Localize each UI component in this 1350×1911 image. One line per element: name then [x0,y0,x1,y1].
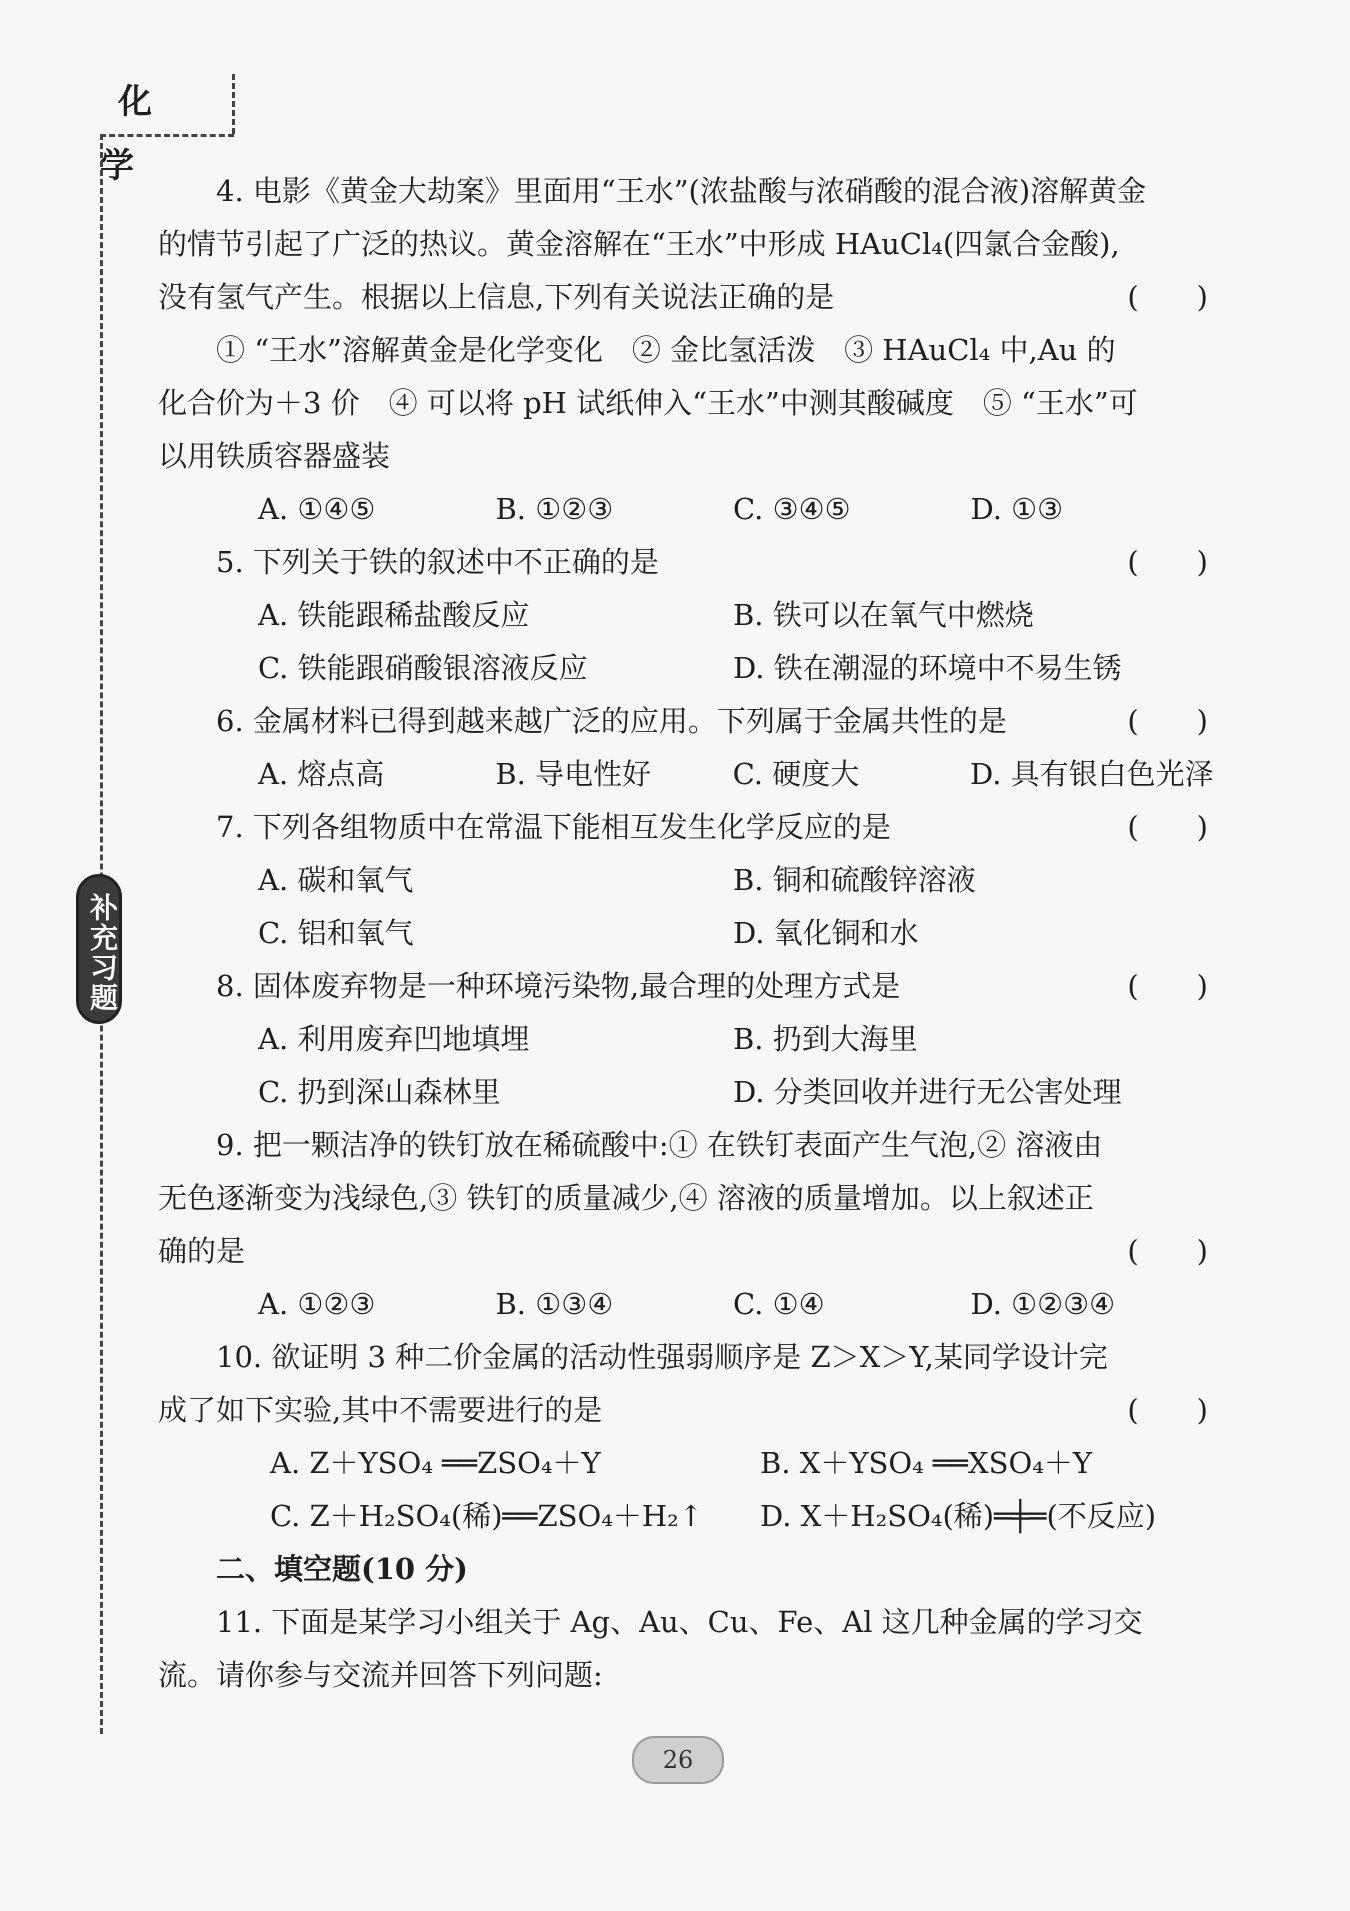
q9-option-c: C. ①④ [733,1287,825,1321]
q9-option-b: B. ①③④ [495,1287,614,1321]
q6-option-d: D. 具有银白色光泽 [969,757,1214,791]
q4-options [158,483,1208,536]
q4-line-6: 以用铁质容器盛装 [158,439,391,473]
q7-options-ab [158,854,1208,907]
q5-text: 5. 下列关于铁的叙述中不正确的是 [216,545,659,579]
q8-option-b: B. 扔到大海里 [733,1022,918,1056]
q10-line-1: 10. 欲证明 3 种二价金属的活动性强弱顺序是 Z＞X＞Y,某同学设计完 [216,1340,1108,1374]
q5-option-d: D. 铁在潮湿的环境中不易生锈 [733,651,1122,685]
q8-options-ab [158,1013,1208,1066]
q9-options [158,1278,1208,1331]
q9-option-d: D. ①②③④ [970,1287,1116,1321]
q9-option-a: A. ①②③ [258,1287,376,1321]
q10-options-ab [158,1437,1208,1490]
q7-options-cd [158,907,1208,960]
q8-option-a: A. 利用废弃凹地填埋 [258,1022,530,1056]
q4-stem-end: 没有氢气产生。根据以上信息,下列有关说法正确的是 [158,280,835,314]
q9-answer-paren: ( ) [1127,1234,1208,1268]
q4-answer-paren: ( ) [1127,280,1208,314]
q6-stem [158,695,1208,748]
q7-option-d: D. 氧化铜和水 [733,916,919,950]
page-content [158,165,1214,1702]
q5-option-b: B. 铁可以在氧气中燃烧 [733,598,1034,632]
q11-line-1: 11. 下面是某学习小组关于 Ag、Au、Cu、Fe、Al 这几种金属的学习交 [216,1605,1143,1639]
q7-text: 7. 下列各组物质中在常温下能相互发生化学反应的是 [216,810,891,844]
header-divider-vertical [232,74,235,134]
q10-option-c: C. Z＋H₂SO₄(稀)══ZSO₄＋H₂↑ [270,1499,704,1533]
q9-line-2: 无色逐渐变为浅绿色,③ 铁钉的质量减少,④ 溶液的质量增加。以上叙述正 [158,1181,1094,1215]
q10-option-a: A. Z＋YSO₄ ══ZSO₄＋Y [270,1446,601,1480]
q4-line-4: ① “王水”溶解黄金是化学变化 ② 金比氢活泼 ③ HAuCl₄ 中,Au 的 [216,333,1116,367]
q6-options [158,748,1214,801]
q6-option-b: B. 导电性好 [495,757,652,791]
subject-header: 化 学 [100,82,174,186]
section-heading: 二、填空题(10 分) [216,1552,468,1586]
q10-options-cd [158,1490,1208,1543]
q10-answer-paren: ( ) [1127,1393,1208,1427]
q5-option-a: A. 铁能跟稀盐酸反应 [258,598,530,632]
q8-option-c: C. 扔到深山森林里 [258,1075,501,1109]
q9-line-3 [158,1225,1208,1278]
q5-answer-paren: ( ) [1127,545,1208,579]
q7-stem [158,801,1208,854]
q5-option-c: C. 铁能跟硝酸银溶液反应 [258,651,588,685]
q9-stem-end: 确的是 [158,1234,246,1268]
q4-option-a: A. ①④⑤ [258,492,376,526]
q5-options-cd [158,642,1208,695]
q7-option-a: A. 碳和氧气 [258,863,414,897]
q10-line-2 [158,1384,1208,1437]
q8-answer-paren: ( ) [1127,969,1208,1003]
q6-answer-paren: ( ) [1127,704,1208,738]
side-tab-label: 补充习题 [76,874,122,1024]
q10-option-b: B. X＋YSO₄ ══XSO₄＋Y [760,1446,1092,1480]
q4-line-3 [158,271,1208,324]
q11-line-2: 流。请你参与交流并回答下列问题: [158,1658,603,1692]
q7-option-c: C. 铝和氧气 [258,916,414,950]
q7-option-b: B. 铜和硫酸锌溶液 [733,863,976,897]
q4-line-2: 的情节引起了广泛的热议。黄金溶解在“王水”中形成 HAuCl₄(四氯合金酸), [158,227,1120,261]
q5-stem [158,536,1208,589]
q6-option-a: A. 熔点高 [258,757,385,791]
q10-stem-end: 成了如下实验,其中不需要进行的是 [158,1393,603,1427]
q5-options-ab [158,589,1208,642]
q7-answer-paren: ( ) [1127,810,1208,844]
q6-option-c: C. 硬度大 [732,757,860,791]
q4-line-5: 化合价为＋3 价 ④ 可以将 pH 试纸伸入“王水”中测其酸碱度 ⑤ “王水”可 [158,386,1138,420]
q8-options-cd [158,1066,1208,1119]
q4-option-d: D. ①③ [970,492,1064,526]
q9-line-1: 9. 把一颗洁净的铁钉放在稀硫酸中:① 在铁钉表面产生气泡,② 溶液由 [216,1128,1103,1162]
header-divider-horizontal [100,134,234,137]
q8-stem [158,960,1208,1013]
page-number: 26 [632,1736,724,1784]
q8-text: 8. 固体废弃物是一种环境污染物,最合理的处理方式是 [216,969,901,1003]
q6-text: 6. 金属材料已得到越来越广泛的应用。下列属于金属共性的是 [216,704,1007,738]
q8-option-d: D. 分类回收并进行无公害处理 [733,1075,1122,1109]
q10-option-d: D. X＋H₂SO₄(稀)═╪═(不反应) [760,1499,1157,1533]
q4-option-c: C. ③④⑤ [733,492,851,526]
q4-option-b: B. ①②③ [495,492,614,526]
q4-line-1: 4. 电影《黄金大劫案》里面用“王水”(浓盐酸与浓硝酸的混合液)溶解黄金 [216,174,1147,208]
